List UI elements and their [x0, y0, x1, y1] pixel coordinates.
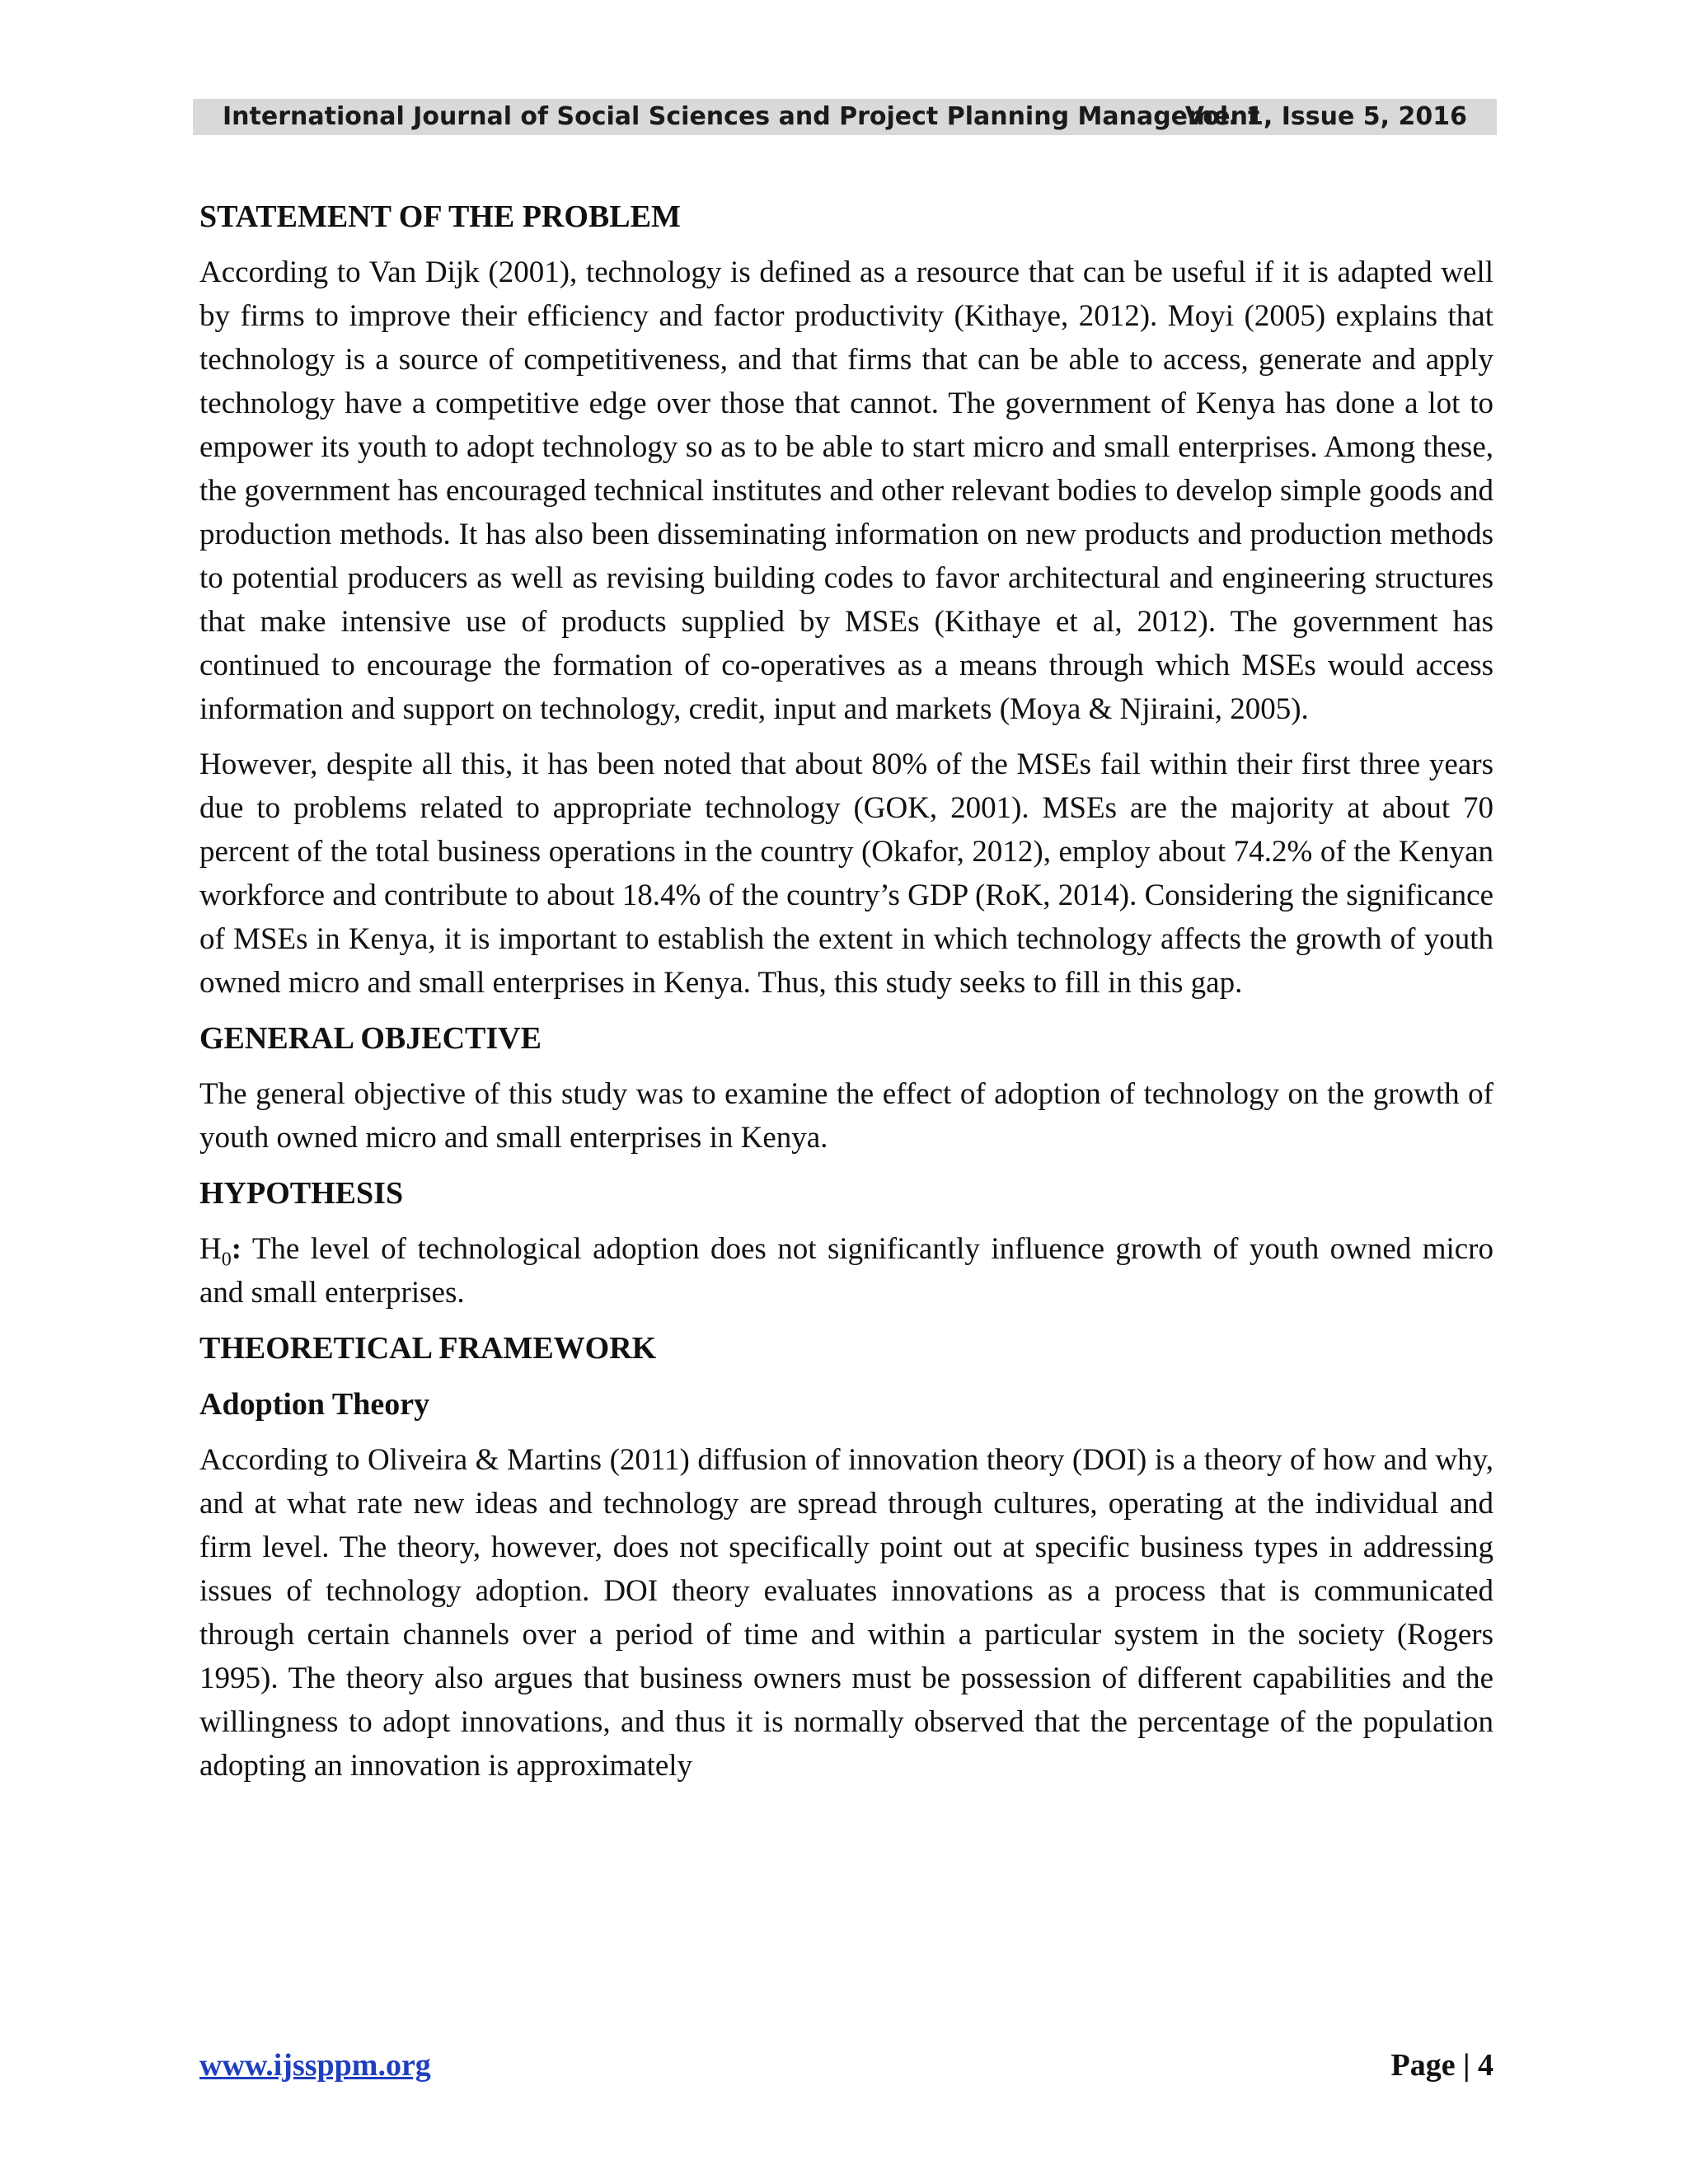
problem-statement-paragraph-1: According to Van Dijk (2001), technology is defined as a resource that can be useful if it is adapted well by firms to improve their efficiency and factor productivity (Kithaye, 2012). Moyi (2005) explains that technology is a source of competitiveness, and that firms that can be able to access, generate and apply technology have a competitive edge over those that cannot. The government of Kenya has done a lot to empower its youth to adopt technology so as to be able to start micro and small enterprises. Among these, the government has encouraged technical institutes and other relevant bodies to develop simple goods and production methods. It has also been disseminating information on new products and production methods to potential producers as well as revising building codes to favor architectural and engineering structures that make intensive use of products supplied by MSEs (Kithaye et al, 2012). The government has continued to encourage the formation of co-operatives as a means through which MSEs would access information and support on technology, credit, input and markets (Moya & Njiraini, 2005).	[199, 255, 1493, 726]
problem-statement-paragraph-2: However, despite all this, it has been noted that about 80% of the MSEs fail within their first three years due to problems related to appropriate technology (GOK, 2001). MSEs are the majority at about 70 percent of the total business operations in the country (Okafor, 2012), employ about 74.2% of the Kenyan workforce and contribute to about 18.4% of the country’s GDP (RoK, 2014). Considering the significance of MSEs in Kenya, it is important to establish the extent in which technology affects the growth of youth owned micro and small enterprises in Kenya. Thus, this study seeks to fill in this gap.	[199, 748, 1493, 1000]
general-objective-paragraph: The general objective of this study was to examine the effect of adoption of technology on the growth of youth owned micro and small enterprises in Kenya.	[199, 1077, 1493, 1155]
adoption-theory-paragraph: According to Oliveira & Martins (2011) diffusion of innovation theory (DOI) is a theory of how and why, and at what rate new ideas and technology are spread through cultures, operating at the individual and firm level. The theory, however, does not specifically point out at specific business types in addressing issues of technology adoption. DOI theory evaluates innovations as a process that is communicated through certain channels over a period of time and within a particular system in the society (Rogers 1995). The theory also argues that business owners must be possession of different capabilities and the willingness to adopt innovations, and thus it is normally observed that the percentage of the population adopting an innovation is approximately	[199, 1443, 1493, 1783]
hypothesis-statement	[199, 1227, 1493, 1315]
volume-issue: Vol. 1, Issue 5, 2016	[1184, 102, 1467, 131]
section-heading-general-objective: GENERAL OBJECTIVE	[199, 1021, 542, 1056]
hypothesis-symbol: H	[199, 1232, 222, 1266]
section-heading-hypothesis: HYPOTHESIS	[199, 1176, 404, 1211]
hypothesis-subscript: 0	[221, 1249, 232, 1271]
hypothesis-text: The level of technological adoption does not significantly influence growth of youth owned micro and small enterprises.	[199, 1232, 1493, 1310]
article-body	[199, 194, 1493, 1799]
journal-title: International Journal of Social Sciences and Project Planning Management	[223, 102, 1260, 131]
section-heading-problem-statement: STATEMENT OF THE PROBLEM	[199, 199, 681, 234]
hypothesis-colon: :	[231, 1232, 242, 1266]
section-heading-theoretical-framework: THEORETICAL FRAMEWORK	[199, 1331, 657, 1366]
subsection-heading-adoption-theory: Adoption Theory	[199, 1387, 430, 1422]
page-number: Page | 4	[1390, 2048, 1493, 2083]
website-link[interactable]: www.ijssppm.org	[199, 2048, 431, 2083]
running-header	[193, 99, 1497, 135]
